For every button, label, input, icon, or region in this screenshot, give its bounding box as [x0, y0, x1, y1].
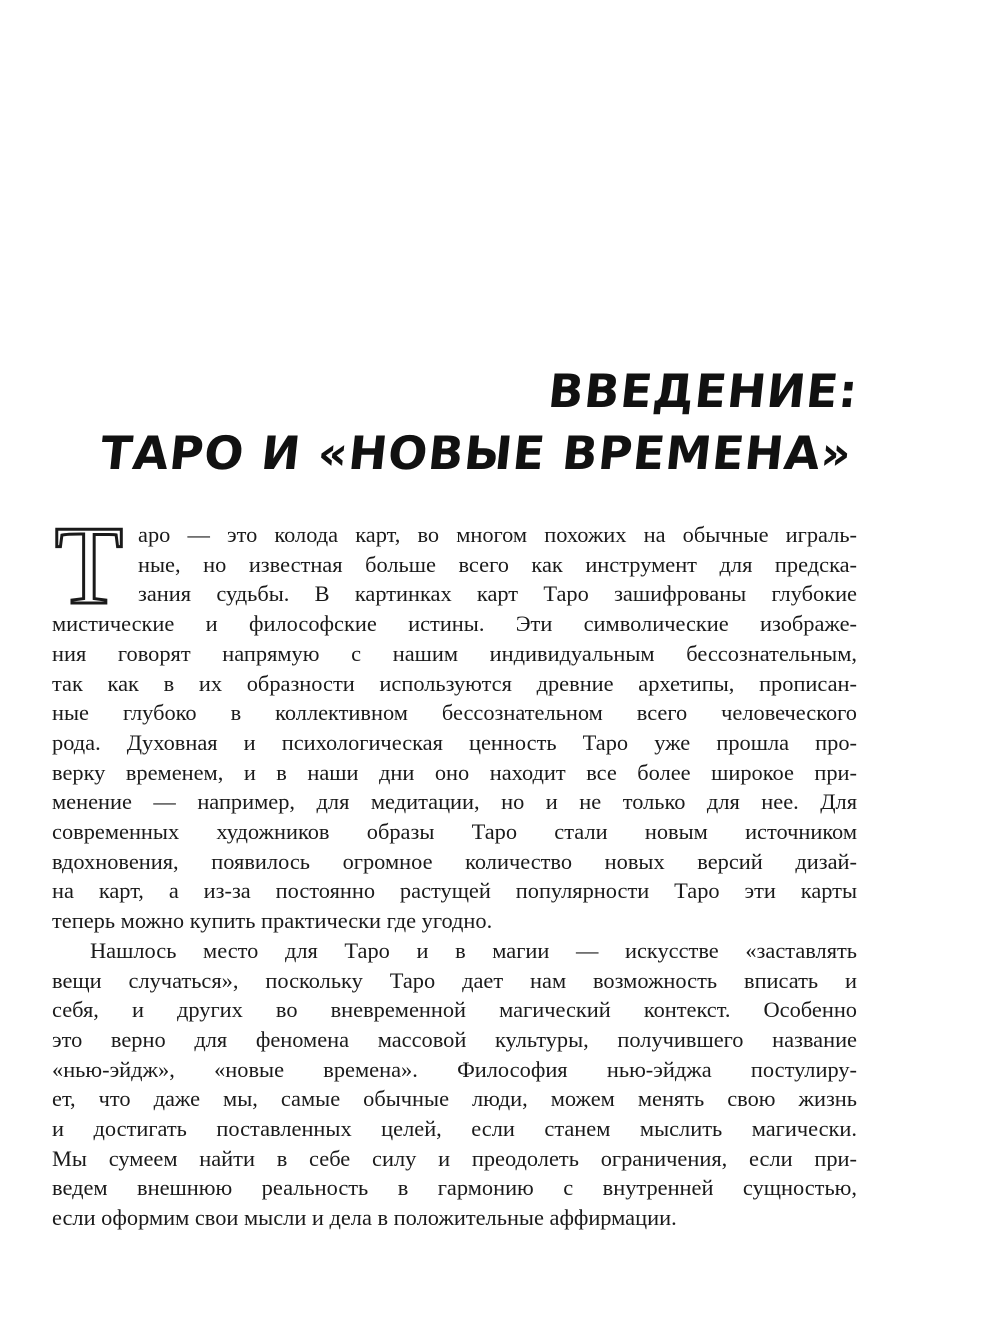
text-line: теперь можно купить практически где угодно.	[52, 908, 493, 934]
text-line: и достигать поставленных целей, если станем мыслить магически.	[52, 1116, 857, 1142]
text-line: менение — например, для медитации, но и не только для нее. Для	[52, 789, 857, 815]
text-line: ния говорят напрямую с нашим индивидуальным бессознательным,	[52, 640, 857, 666]
drop-cap: Т	[54, 504, 124, 628]
text-line: ные, но известная больше всего как инструмент для предска-	[138, 551, 857, 577]
text-line: ет, что даже мы, самые обычные люди, можем менять свою жизнь	[52, 1086, 857, 1112]
text-line: рода. Духовная и психологическая ценность Таро уже прошла про-	[52, 729, 857, 755]
chapter-title-line-1: ВВЕДЕНИЕ:	[545, 364, 862, 418]
text-line: вдохновения, появилось огромное количество новых версий дизай-	[52, 848, 857, 874]
paragraph-2	[52, 936, 857, 1233]
text-line: если оформим свои мысли и дела в положительные аффирмации.	[52, 1205, 677, 1231]
text-line: аро — это колода карт, во многом похожих на обычные играль-	[138, 522, 857, 547]
text-line: это верно для феномена массовой культуры, получившего название	[52, 1026, 857, 1052]
body-text	[52, 504, 857, 1233]
text-line: мистические и философские истины. Эти символические изображе-	[52, 611, 857, 637]
text-line: «нью-эйдж», «новые времена». Философия нью-эйджа постулиру-	[52, 1056, 857, 1082]
text-line: Мы сумеем найти в себе силу и преодолеть ограничения, если при-	[52, 1145, 857, 1171]
text-line: вещи случаться», поскольку Таро дает нам возможность вписать и	[52, 967, 857, 993]
text-line: ведем внешнюю реальность в гармонию с внутренней сущностью,	[52, 1175, 857, 1201]
chapter-title-line-2: ТАРО И «НОВЫЕ ВРЕМЕНА»	[97, 426, 855, 480]
text-line: современных художников образы Таро стали новым источником	[52, 819, 857, 845]
text-line: верку временем, и в наши дни оно находит все более широкое при-	[52, 759, 857, 785]
text-line: ные глубоко в коллективном бессознательном всего человеческого	[52, 700, 857, 726]
text-line: на карт, а из-за постоянно растущей популярности Таро эти карты	[52, 878, 857, 904]
text-line: Нашлось место для Таро и в магии — искусстве «заставлять	[90, 937, 857, 963]
paragraph-1	[52, 504, 857, 936]
chapter-title	[97, 360, 861, 484]
text-line: так как в их образности используются древние архетипы, прописан-	[52, 670, 857, 696]
text-line: себя, и других во вневременной магический контекст. Особенно	[52, 997, 857, 1023]
text-line: зания судьбы. В картинках карт Таро зашифрованы глубокие	[138, 581, 857, 607]
